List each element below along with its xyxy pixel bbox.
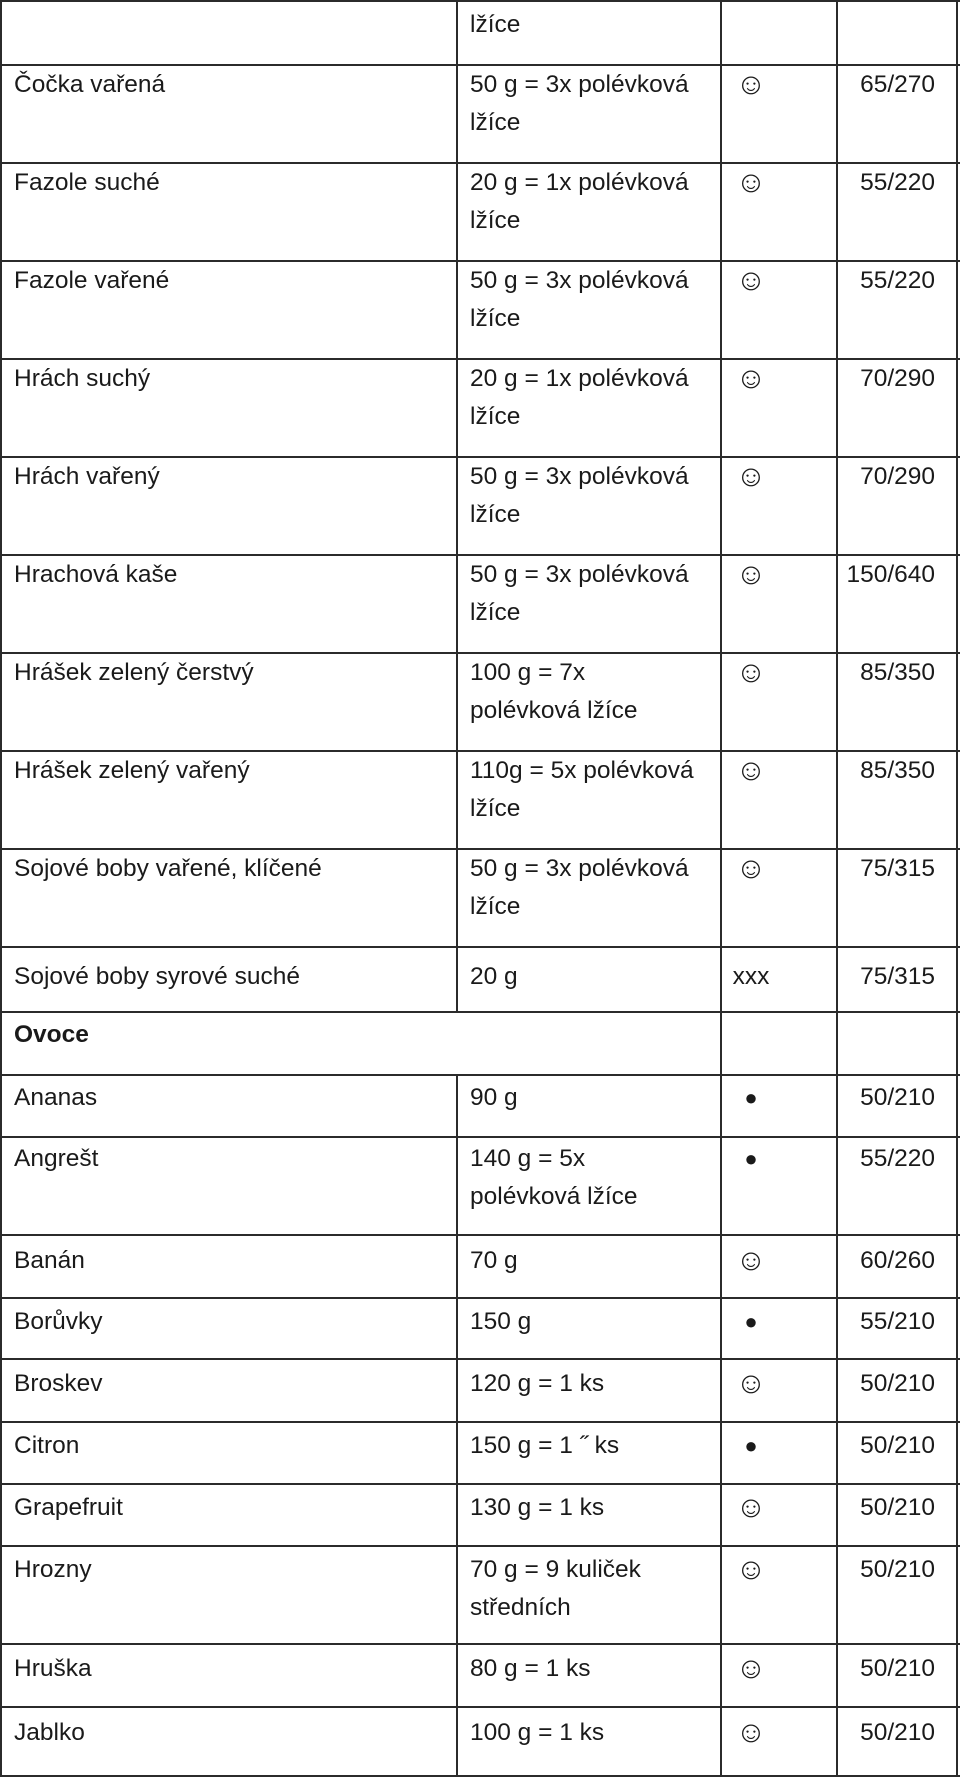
symbol-text: xxx (732, 963, 770, 990)
food-name: Hrachová kaše (14, 561, 178, 588)
energy-value: 50/210 (860, 1719, 935, 1746)
row-border (0, 1297, 960, 1299)
food-name: Hrách suchý (14, 365, 151, 392)
amount-cell: 100 g = 7x polévková lžíce (470, 659, 638, 724)
column-border (456, 0, 458, 1011)
amount-cell: 50 g = 3x polévková lžíce (470, 71, 689, 136)
amount-cell: 70 g (470, 1247, 518, 1274)
amount-cell: 50 g = 3x polévková lžíce (470, 463, 689, 528)
row-border (0, 1136, 960, 1138)
smiley-icon: ☺ (735, 166, 767, 199)
amount-cell: 70 g = 9 kuliček středních (470, 1556, 641, 1621)
amount-cell: 20 g = 1x polévková lžíce (470, 365, 689, 430)
bullet-icon: ● (744, 1433, 758, 1458)
bullet-icon: ● (744, 1146, 758, 1171)
food-name: Fazole suché (14, 169, 160, 196)
smiley-icon: ☺ (735, 68, 767, 101)
energy-value: 60/260 (860, 1247, 935, 1274)
row-border (0, 1545, 960, 1547)
amount-cell: 100 g = 1 ks (470, 1719, 605, 1746)
energy-value: 85/350 (860, 659, 935, 686)
smiley-icon: ☺ (735, 460, 767, 493)
food-name: Hruška (14, 1655, 92, 1682)
amount-cell: 50 g = 3x polévková lžíce (470, 561, 689, 626)
bullet-icon: ● (744, 1085, 758, 1110)
food-name: Angrešt (14, 1145, 99, 1172)
amount-cell: 110g = 5x polévková lžíce (470, 757, 694, 822)
energy-value: 50/210 (860, 1370, 935, 1397)
amount-cell: lžíce (470, 11, 521, 38)
amount-cell: 90 g (470, 1084, 518, 1111)
energy-value: 75/315 (860, 855, 935, 882)
food-name: Citron (14, 1432, 80, 1459)
food-name: Jablko (14, 1719, 85, 1746)
energy-value: 50/210 (860, 1655, 935, 1682)
food-name: Grapefruit (14, 1494, 123, 1521)
smiley-icon: ☺ (735, 1491, 767, 1524)
energy-value: 50/210 (860, 1432, 935, 1459)
row-border (0, 1421, 960, 1423)
energy-value: 50/210 (860, 1494, 935, 1521)
smiley-icon: ☺ (735, 1553, 767, 1586)
food-name: Hrozny (14, 1556, 92, 1583)
row-border (0, 1706, 960, 1708)
amount-cell: 140 g = 5x polévková lžíce (470, 1145, 638, 1210)
food-name: Čočka vařená (14, 71, 166, 98)
column-border (456, 1074, 458, 1777)
energy-value: 70/290 (860, 365, 935, 392)
bullet-icon: ● (744, 1309, 758, 1334)
energy-value: 65/270 (860, 71, 935, 98)
amount-cell: 20 g = 1x polévková lžíce (470, 169, 689, 234)
energy-value: 85/350 (860, 757, 935, 784)
smiley-icon: ☺ (735, 852, 767, 885)
column-border (956, 0, 958, 1777)
smiley-icon: ☺ (735, 1716, 767, 1749)
row-border (0, 1483, 960, 1485)
energy-value: 70/290 (860, 463, 935, 490)
energy-value: 75/315 (860, 963, 935, 990)
energy-value: 55/210 (860, 1308, 935, 1335)
amount-cell: 120 g = 1 ks (470, 1370, 605, 1397)
column-border (720, 0, 722, 1777)
row-border (0, 1775, 960, 1777)
row-border (0, 1358, 960, 1360)
energy-value: 50/210 (860, 1556, 935, 1583)
energy-value: 55/220 (860, 267, 935, 294)
food-name: Hrášek zelený čerstvý (14, 659, 254, 686)
smiley-icon: ☺ (735, 1244, 767, 1277)
smiley-icon: ☺ (735, 1367, 767, 1400)
row-border (0, 1074, 960, 1076)
amount-cell: 50 g = 3x polévková lžíce (470, 855, 689, 920)
smiley-icon: ☺ (735, 362, 767, 395)
energy-value: 55/220 (860, 169, 935, 196)
food-name: Ananas (14, 1084, 98, 1111)
food-name: Hrách vařený (14, 463, 160, 490)
smiley-icon: ☺ (735, 558, 767, 591)
smiley-icon: ☺ (735, 1652, 767, 1685)
column-border (0, 0, 2, 1777)
food-name: Sojové boby vařené, klíčené (14, 855, 322, 882)
food-name: Broskev (14, 1370, 103, 1397)
smiley-icon: ☺ (735, 656, 767, 689)
amount-cell: 150 g = 1 ˝ ks (470, 1432, 620, 1459)
energy-value: 150/640 (846, 561, 935, 588)
amount-cell: 20 g (470, 963, 518, 990)
row-border (0, 1643, 960, 1645)
smiley-icon: ☺ (735, 754, 767, 787)
row-border (0, 1011, 960, 1013)
amount-cell: 150 g (470, 1308, 532, 1335)
amount-cell: 50 g = 3x polévková lžíce (470, 267, 689, 332)
energy-value: 50/210 (860, 1084, 935, 1111)
row-border (0, 1234, 960, 1236)
food-name: Banán (14, 1247, 85, 1274)
food-name: Fazole vařené (14, 267, 170, 294)
smiley-icon: ☺ (735, 264, 767, 297)
energy-value: 55/220 (860, 1145, 935, 1172)
food-name: Hrášek zelený vařený (14, 757, 250, 784)
amount-cell: 130 g = 1 ks (470, 1494, 605, 1521)
section-heading-fruit: Ovoce (14, 1021, 89, 1048)
food-name: Borůvky (14, 1308, 103, 1335)
row-border (0, 0, 960, 2)
food-name: Sojové boby syrové suché (14, 963, 300, 990)
amount-cell: 80 g = 1 ks (470, 1655, 591, 1682)
row-border (0, 946, 960, 948)
